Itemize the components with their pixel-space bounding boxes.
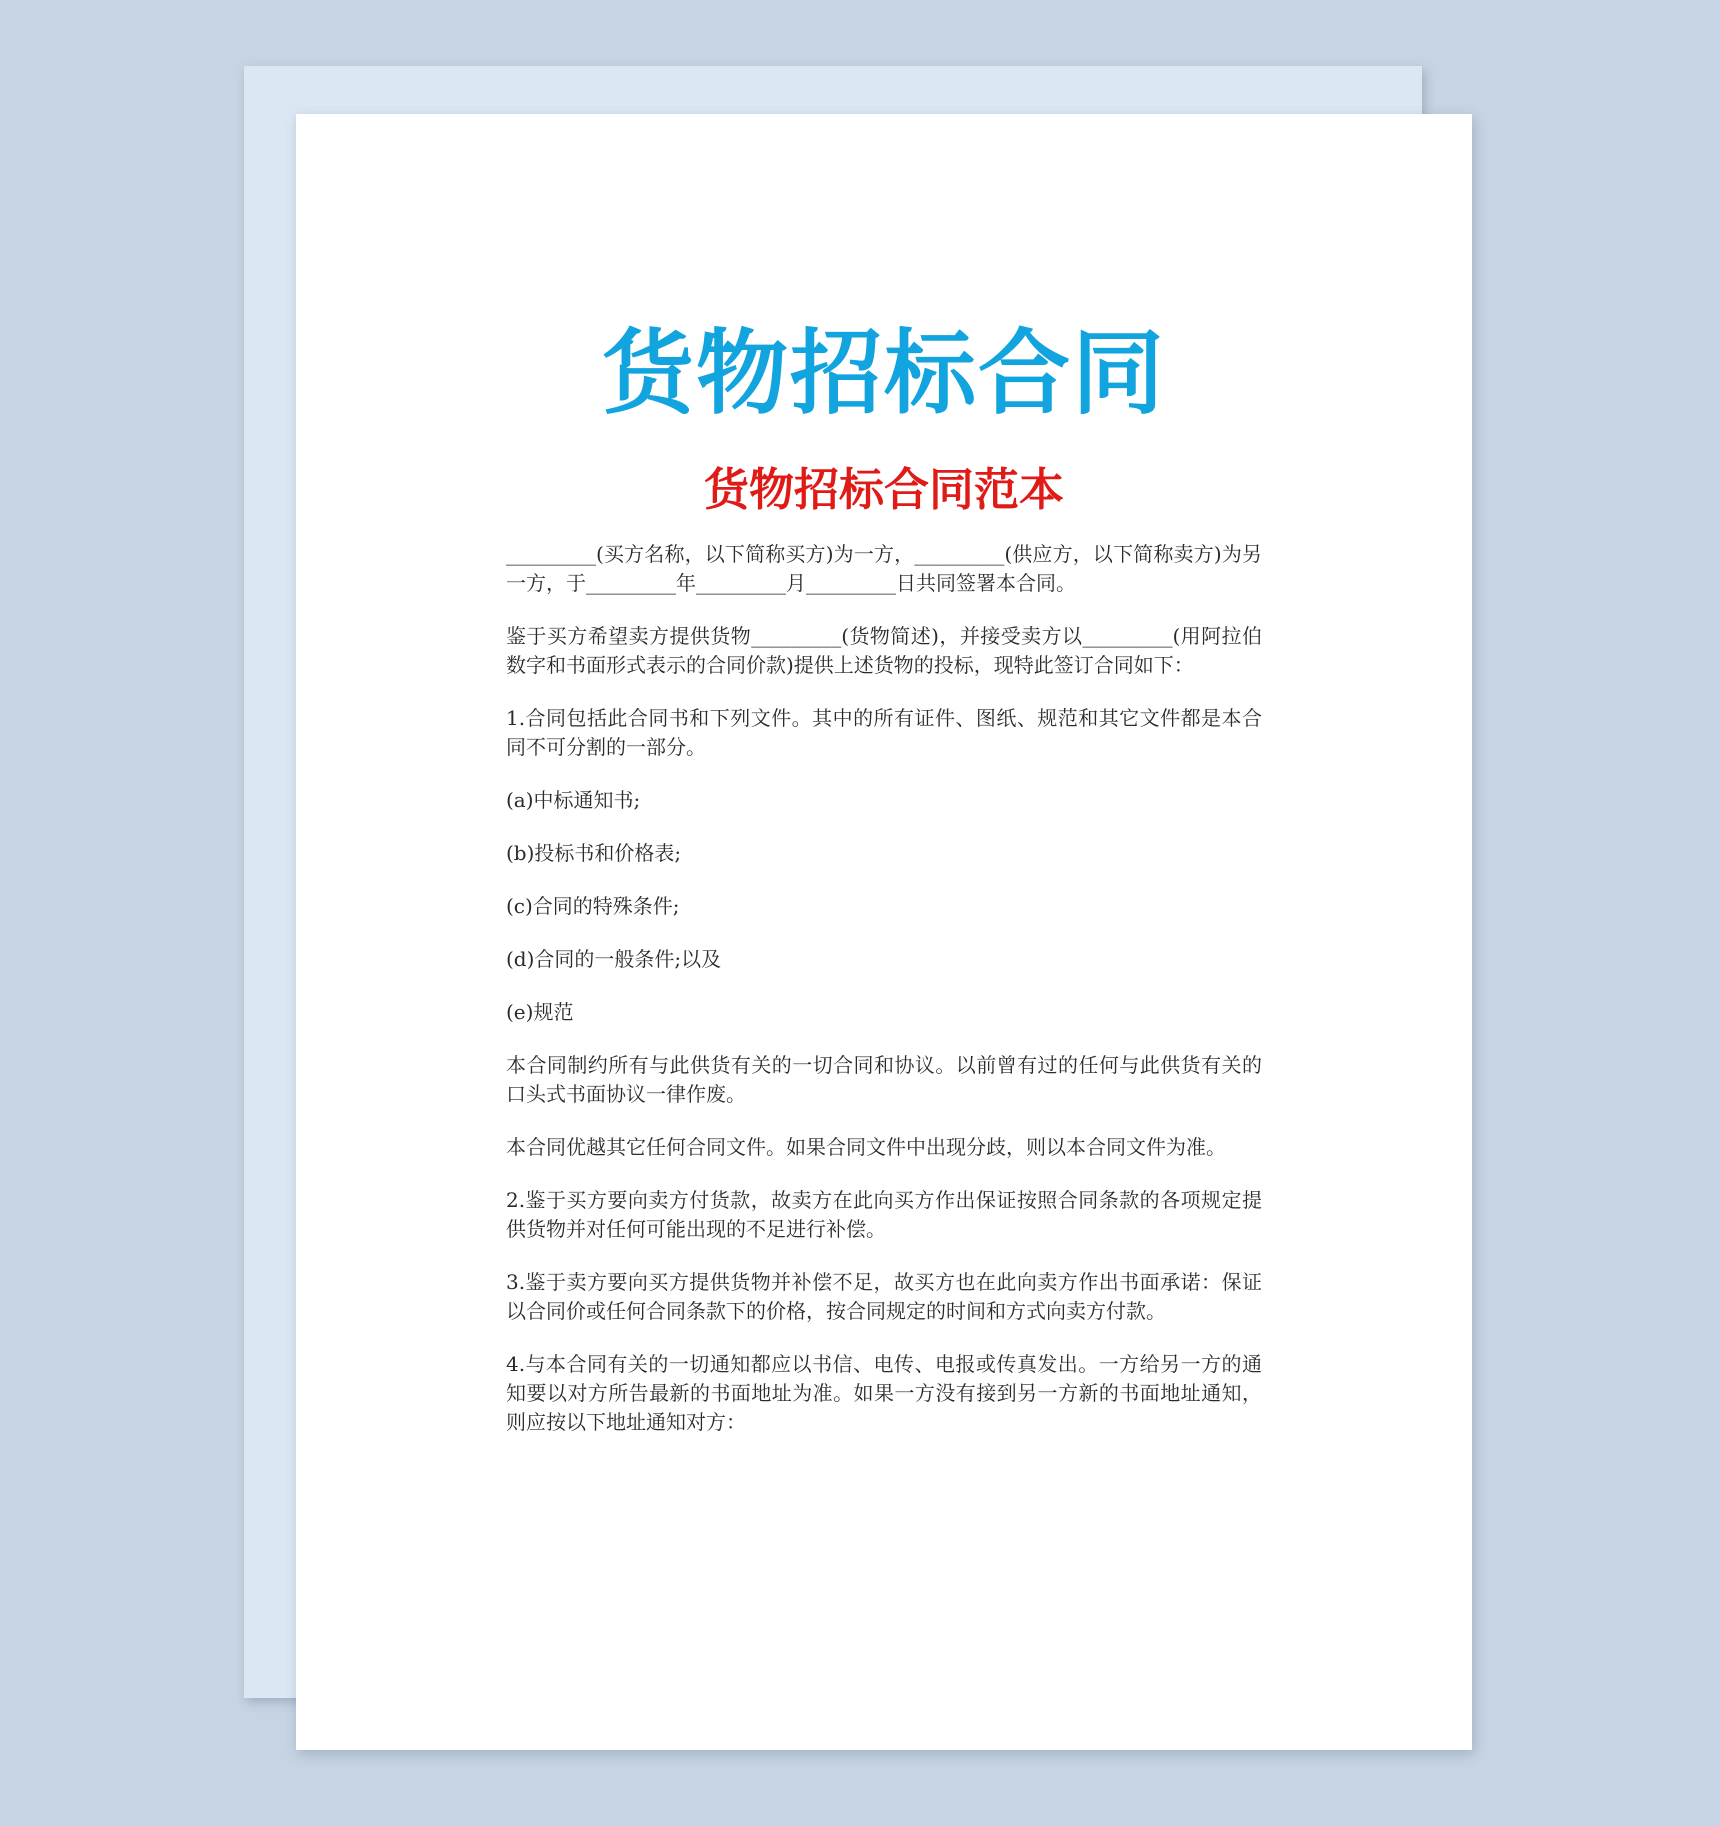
document-title: 货物招标合同 <box>601 320 1166 427</box>
list-item-e: (e)规范 <box>506 1000 574 1024</box>
document-subtitle: 货物招标合同范本 <box>703 463 1064 516</box>
list-item-d: (d)合同的一般条件;以及 <box>506 947 722 971</box>
paragraph-whereas: 鉴于买方希望卖方提供货物_________(货物简述)，并接受卖方以_________(用阿拉伯数字和书面形式表示的合同价款)提供上述货物的投标，现特此签订合同如下： <box>506 624 1262 677</box>
paragraph-clause-3: 3.鉴于卖方要向买方提供货物并补偿不足，故买方也在此向卖方作出书面承诺：保证以合同价或任何合同条款下的价格，按合同规定的时间和方式向卖方付款。 <box>506 1270 1262 1323</box>
list-item-c: (c)合同的特殊条件; <box>506 894 680 918</box>
paragraph-clause-1: 1.合同包括此合同书和下列文件。其中的所有证件、图纸、规范和其它文件都是本合同不可分割的一部分。 <box>506 706 1262 759</box>
paragraph-supersede: 本合同制约所有与此供货有关的一切合同和协议。以前曾有过的任何与此供货有关的口头式书面协议一律作废。 <box>506 1053 1262 1106</box>
document-page <box>296 114 1472 1750</box>
paragraph-clause-4: 4.与本合同有关的一切通知都应以书信、电传、电报或传真发出。一方给另一方的通知要以对方所告最新的书面地址为准。如果一方没有接到另一方新的书面地址通知，则应按以下地址通知对方： <box>506 1352 1262 1434</box>
document-body <box>506 540 1262 1461</box>
paragraph-precedence: 本合同优越其它任何合同文件。如果合同文件中出现分歧，则以本合同文件为准。 <box>506 1135 1226 1159</box>
paragraph-parties: _________(买方名称，以下简称买方)为一方，_________(供应方，以下简称卖方)为另一方，于_________年_________月_________日共同签署本合同。 <box>506 542 1262 595</box>
list-item-b: (b)投标书和价格表; <box>506 841 682 865</box>
paragraph-clause-2: 2.鉴于买方要向卖方付货款，故卖方在此向买方作出保证按照合同条款的各项规定提供货物并对任何可能出现的不足进行补偿。 <box>506 1188 1262 1241</box>
list-item-a: (a)中标通知书; <box>506 788 641 812</box>
